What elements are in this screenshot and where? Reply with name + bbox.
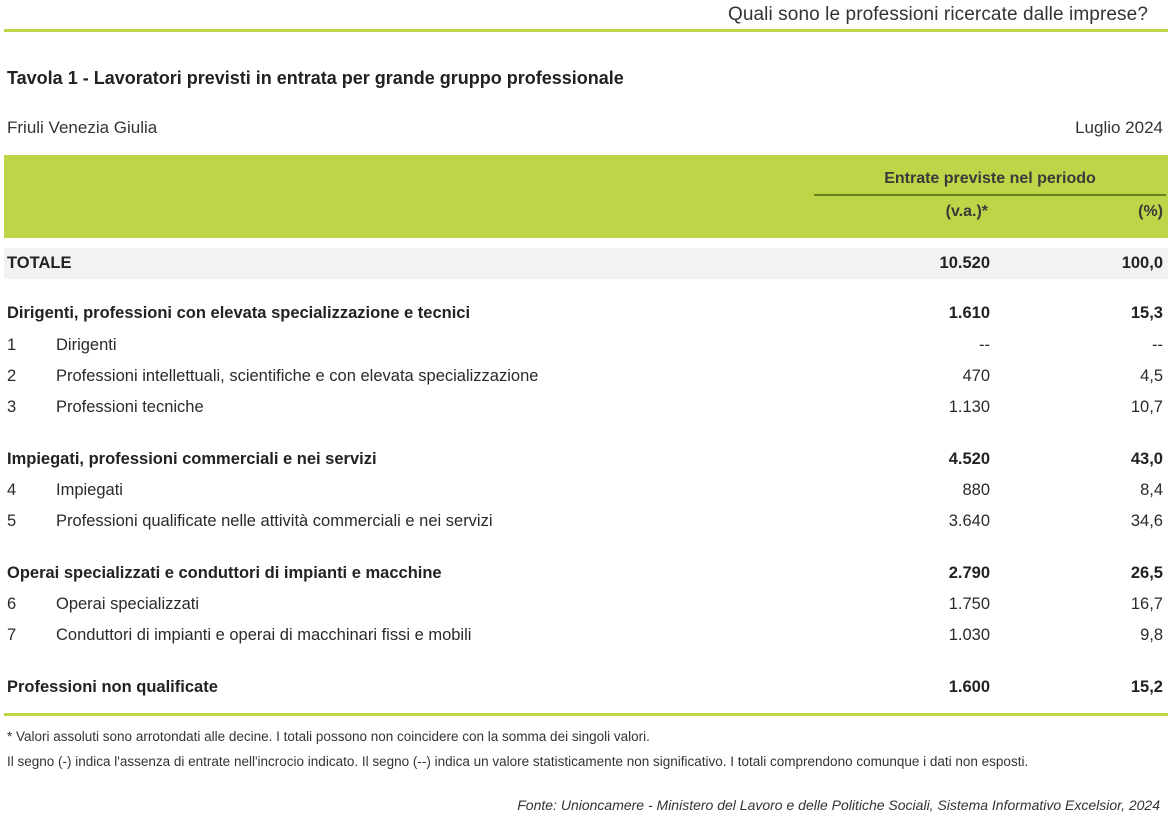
period-label: Luglio 2024 <box>1075 118 1163 137</box>
row-value-pct: 16,7 <box>1130 595 1163 613</box>
table-row <box>4 506 1168 537</box>
row-label: Impiegati <box>56 481 123 499</box>
table-row-group <box>4 298 1168 329</box>
table-row-total <box>4 248 1168 279</box>
row-value-pct: 34,6 <box>1130 512 1163 530</box>
row-value-pct: 4,5 <box>1140 367 1163 385</box>
row-value-va: 880 <box>962 481 990 499</box>
footnote-symbols: Il segno (-) indica l'assenza di entrate nell'incrocio indicato. Il segno (--) indica un valore statisticamente non significativo. I totali comprendono comunque i dati non esposti. <box>7 754 1029 769</box>
table-row <box>4 620 1168 651</box>
row-value-pct: 15,3 <box>1130 304 1163 322</box>
page-question: Quali sono le professioni ricercate dalle imprese? <box>727 4 1148 25</box>
row-value-pct: 100,0 <box>1121 254 1163 272</box>
row-value-pct: 10,7 <box>1130 398 1163 416</box>
row-value-va: 2.790 <box>948 564 990 582</box>
footnote-rounding: * Valori assoluti sono arrotondati alle decine. I totali possono non coincidere con la somma dei singoli valori. <box>7 729 650 744</box>
row-value-va: -- <box>979 336 990 354</box>
row-value-va: 470 <box>962 367 990 385</box>
row-label: Dirigenti, professioni con elevata specializzazione e tecnici <box>7 304 471 322</box>
table-row <box>4 475 1168 506</box>
group-header-underline <box>814 194 1166 196</box>
row-value-pct: 9,8 <box>1140 626 1163 644</box>
row-value-pct: 43,0 <box>1130 450 1163 468</box>
row-value-va: 1.600 <box>948 678 990 696</box>
table-header-band <box>4 155 1168 238</box>
row-number: 3 <box>7 398 17 416</box>
top-divider <box>4 29 1168 32</box>
table-row <box>4 589 1168 620</box>
row-label: Professioni intellettuali, scientifiche e con elevata specializzazione <box>56 367 539 385</box>
table-row <box>4 361 1168 392</box>
table-title: Tavola 1 - Lavoratori previsti in entrata per grande gruppo professionale <box>7 68 624 88</box>
column-header-va: (v.a.)* <box>945 203 988 220</box>
row-value-pct: -- <box>1152 336 1163 354</box>
table-row-group <box>4 444 1168 475</box>
row-value-va: 1.130 <box>948 398 990 416</box>
row-label: Impiegati, professioni commerciali e nei servizi <box>7 450 377 468</box>
column-header-pct: (%) <box>1138 203 1163 220</box>
group-column-header: Entrate previste nel periodo <box>884 170 1096 187</box>
row-value-va: 1.750 <box>948 595 990 613</box>
row-label: Operai specializzati <box>56 595 200 613</box>
row-label: TOTALE <box>7 254 72 272</box>
row-label: Dirigenti <box>56 336 117 354</box>
row-value-va: 1.610 <box>948 304 990 322</box>
row-number: 5 <box>7 512 17 530</box>
table-row <box>4 392 1168 423</box>
row-number: 1 <box>7 336 17 354</box>
table-row-group <box>4 558 1168 589</box>
row-label: Professioni tecniche <box>56 398 204 416</box>
region-label: Friuli Venezia Giulia <box>7 118 158 137</box>
table-row-group <box>4 672 1168 703</box>
row-value-va: 3.640 <box>948 512 990 530</box>
row-number: 6 <box>7 595 17 613</box>
source-note: Fonte: Unioncamere - Ministero del Lavoro e delle Politiche Sociali, Sistema Informativo Excelsior, 2024 <box>517 797 1160 813</box>
row-label: Conduttori di impianti e operai di macchinari fissi e mobili <box>56 626 472 644</box>
table-row <box>4 330 1168 361</box>
row-label: Operai specializzati e conduttori di impianti e macchine <box>7 564 442 582</box>
row-label: Professioni non qualificate <box>7 678 218 696</box>
row-value-va: 1.030 <box>948 626 990 644</box>
row-value-va: 4.520 <box>948 450 990 468</box>
row-value-pct: 26,5 <box>1130 564 1163 582</box>
row-number: 4 <box>7 481 17 499</box>
row-value-pct: 15,2 <box>1130 678 1163 696</box>
row-number: 7 <box>7 626 17 644</box>
row-number: 2 <box>7 367 17 385</box>
row-value-va: 10.520 <box>939 254 990 272</box>
row-value-pct: 8,4 <box>1140 481 1163 499</box>
row-label: Professioni qualificate nelle attività commerciali e nei servizi <box>56 512 493 530</box>
bottom-divider <box>4 713 1168 716</box>
